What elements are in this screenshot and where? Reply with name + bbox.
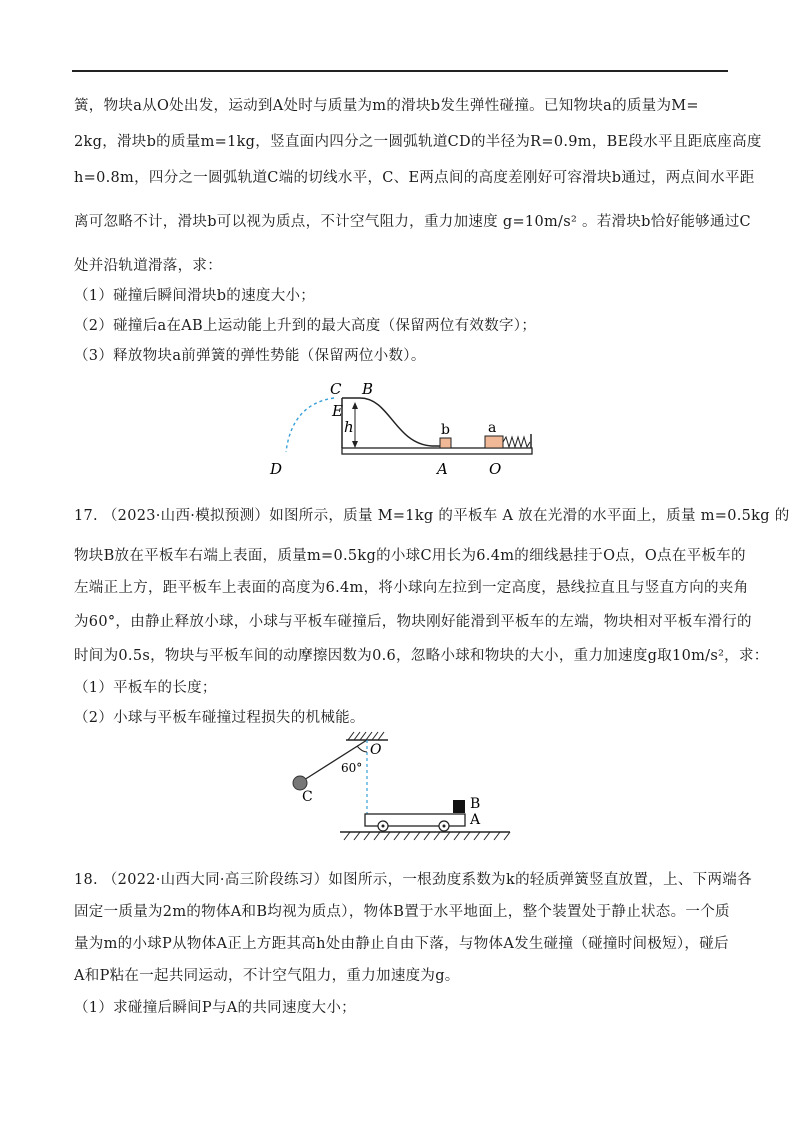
- header-rule: [72, 70, 728, 72]
- angle-arc: [357, 746, 367, 752]
- h-arrow-bottom: [352, 441, 358, 448]
- label-c: C: [302, 789, 313, 805]
- q17-line-4: 为60°，由静止释放小球，小球与平板车碰撞后，物块刚好能滑到平板车的左端，物块相对平板车滑行的: [74, 614, 752, 630]
- ceiling-hatch: [348, 732, 384, 740]
- q17-line-2: 物块B放在平板车右端上表面，质量m=0.5kg的小球C用长为6.4m的细线悬挂于O点，O点在平板车的: [74, 548, 746, 564]
- block-a: [485, 436, 503, 448]
- q16-line-5: 处并沿轨道滑落，求：: [74, 258, 222, 274]
- q17-line-1: 17. （2023·山西·模拟预测）如图所示，质量 M=1kg 的平板车 A 放在光滑的水平面上，质量 m=0.5kg 的: [74, 508, 790, 524]
- base-platform: [342, 448, 532, 454]
- q16-line-4: 离可忽略不计，滑块b可以视为质点，不计空气阻力，重力加速度 g=10m/s² 。若滑块b恰好能够通过C: [74, 214, 751, 230]
- q16-figure: [260, 376, 550, 480]
- track-ba: [342, 398, 440, 446]
- label-c: C: [330, 380, 342, 398]
- q16-question-2: （2）碰撞后a在AB上运动能上升到的最大高度（保留两位有效数字）；: [74, 318, 537, 334]
- q16-question-3: （3）释放物块a前弹簧的弹性势能（保留两位小数）。: [74, 348, 426, 364]
- q18-question-1: （1）求碰撞后瞬间P与A的共同速度大小；: [74, 1000, 356, 1016]
- h-arrow-top: [352, 402, 358, 409]
- label-h: h: [344, 418, 354, 436]
- q17-line-5: 时间为0.5s，物块与平板车间的动摩擦因数为0.6，忽略小球和物块的大小，重力加速度g取10m/s²，求：: [74, 648, 769, 664]
- block-b: [453, 800, 465, 813]
- label-b: B: [470, 796, 481, 812]
- ground-hatch: [344, 832, 510, 840]
- label-e: E: [332, 402, 343, 420]
- label-a-block: a: [488, 420, 497, 436]
- q17-line-3: 左端正上方，距平板车上表面的高度为6.4m，将小球向左拉到一定高度，悬线拉直且与竖直方向的夹角: [74, 580, 749, 596]
- label-angle: 60°: [341, 761, 363, 775]
- q16-question-1: （1）碰撞后瞬间滑块b的速度大小；: [74, 288, 316, 304]
- label-d: D: [270, 460, 283, 478]
- block-b: [440, 438, 451, 448]
- q16-line-3: h=0.8m，四分之一圆弧轨道C端的切线水平，C、E两点间的高度差刚好可容滑块b通过，两点间水平距: [74, 170, 755, 186]
- q16-line-2: 2kg，滑块b的质量m=1kg，竖直面内四分之一圆弧轨道CD的半径为R=0.9m，BE段水平且距底座高度: [74, 134, 762, 150]
- q17-question-1: （1）平板车的长度；: [74, 680, 217, 696]
- label-a: A: [470, 812, 481, 828]
- label-b-point: B: [362, 380, 374, 398]
- ball-c: [293, 776, 307, 790]
- arc-cd: [286, 398, 334, 452]
- q16-line-1: 簧，物块a从O处出发，运动到A处时与质量为m的滑块b发生弹性碰撞。已知物块a的质量为M=: [74, 98, 699, 114]
- q18-line-2: 固定一质量为2m的物体A和B均视为质点），物体B置于水平地面上，整个装置处于静止状态。一个质: [74, 904, 730, 920]
- q18-line-3: 量为m的小球P从物体A正上方距其高h处由静止自由下落，与物体A发生碰撞（碰撞时间极短），碰后: [74, 936, 729, 952]
- label-o: O: [370, 742, 382, 758]
- q17-question-2: （2）小球与平板车碰撞过程损失的机械能。: [74, 710, 365, 726]
- q18-line-1: 18. （2022·山西大同·高三阶段练习）如图所示，一根劲度系数为k的轻质弹簧竖直放置，上、下两端各: [74, 872, 752, 888]
- spring: [503, 437, 530, 447]
- q17-figure: [288, 728, 518, 844]
- label-o: O: [489, 460, 502, 478]
- q18-line-4: A和P粘在一起共同运动，不计空气阻力，重力加速度为g。: [74, 968, 460, 984]
- label-a-point: A: [437, 460, 448, 478]
- label-b-block: b: [441, 422, 450, 438]
